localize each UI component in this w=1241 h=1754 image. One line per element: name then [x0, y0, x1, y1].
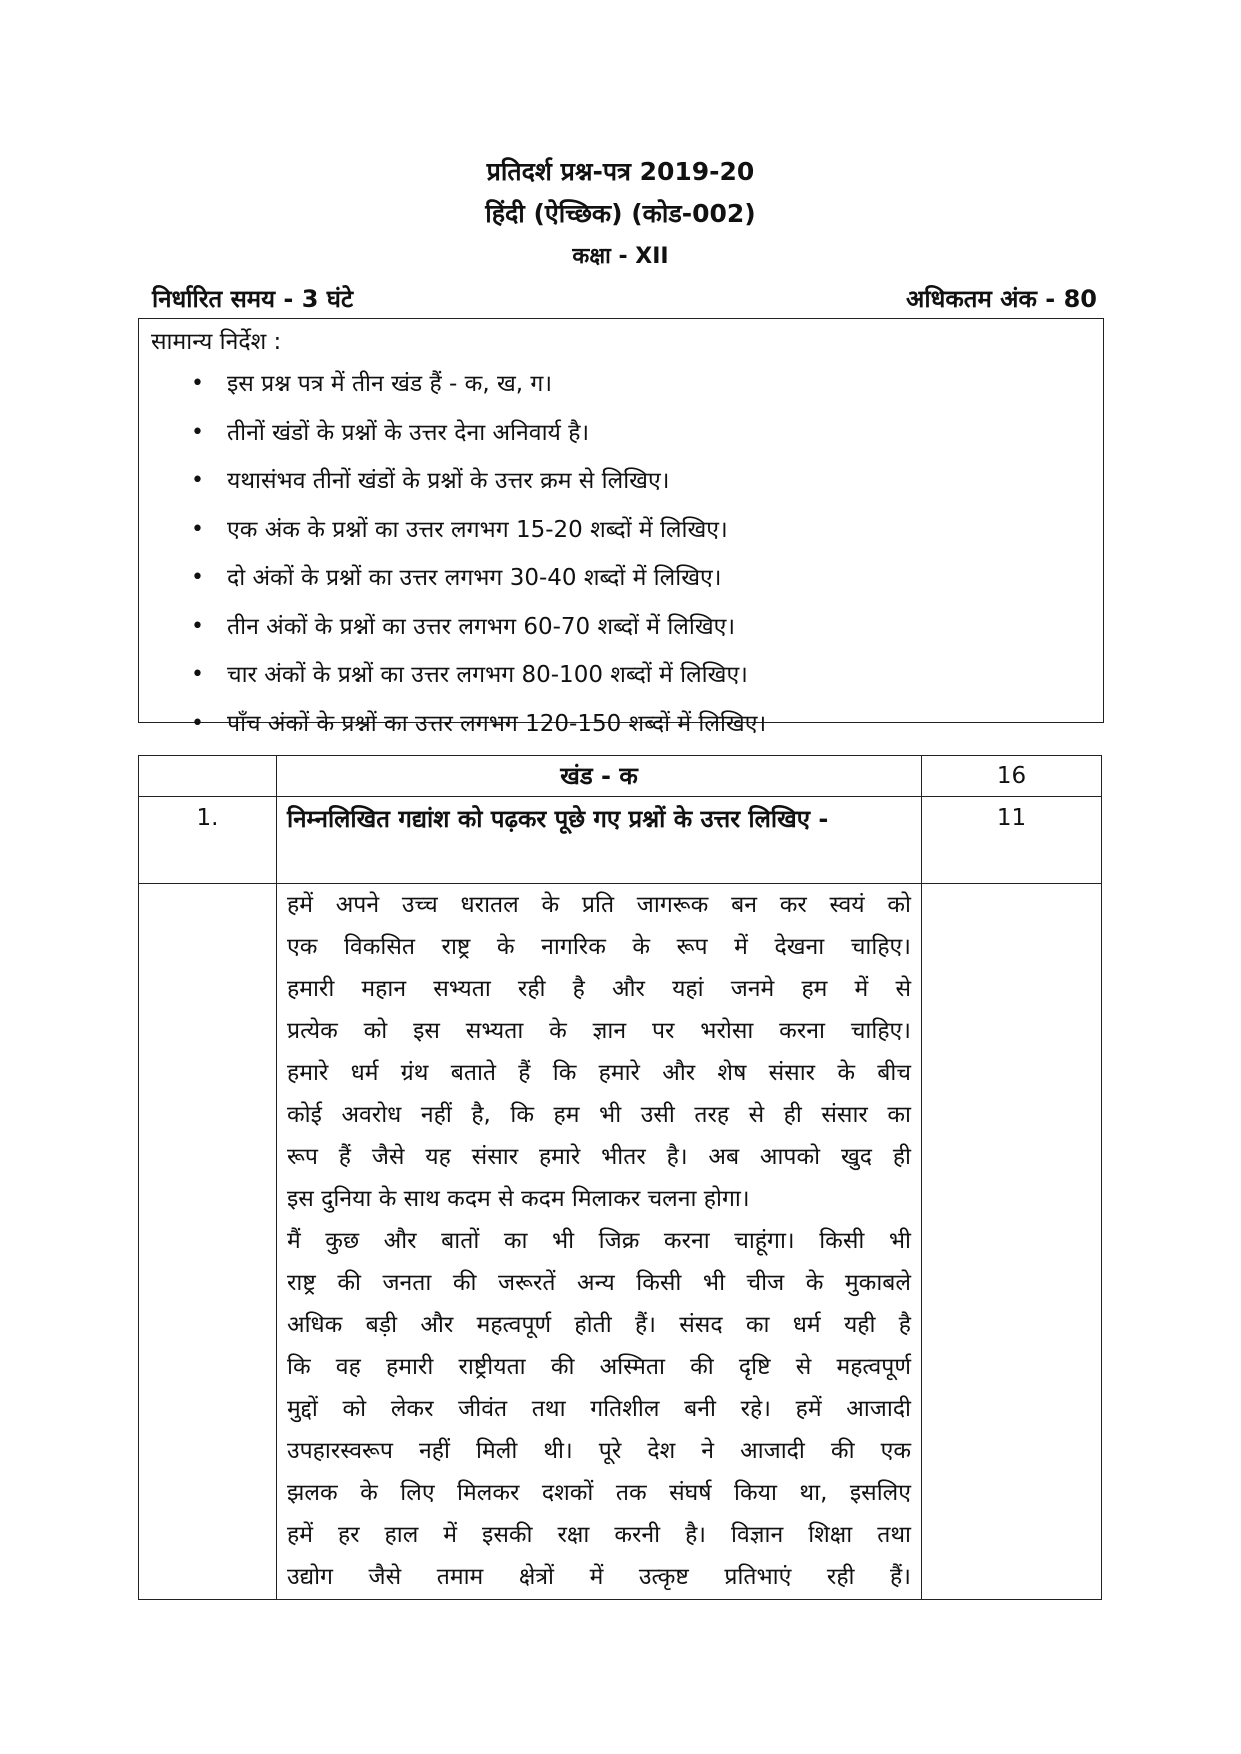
passage-line: हमारे धर्म ग्रंथ बताते हैं कि हमारे और शेष संसार के बीच: [287, 1060, 911, 1086]
passage-line: मुद्दों को लेकर जीवंत तथा गतिशील बनी रहे। हमें आजादी: [287, 1396, 911, 1422]
instruction-item: • यथासंभव तीनों खंडों के प्रश्नों के उत्तर क्रम से लिखिए।: [139, 464, 1103, 513]
general-instructions-box: [138, 318, 1104, 737]
passage-line: हमें अपने उच्च धरातल के प्रति जागरूक बन कर स्वयं को: [287, 892, 911, 918]
instruction-item: • एक अंक के प्रश्नों का उत्तर लगभग 15-20 शब्दों में लिखिए।: [139, 513, 1103, 562]
time-allowed: निर्धारित समय - 3 घंटे: [152, 285, 354, 313]
passage-line: प्रत्येक को इस सभ्यता के ज्ञान पर भरोसा करना चाहिए।: [287, 1018, 911, 1044]
passage-line: उपहारस्वरूप नहीं मिली थी। पूरे देश ने आजादी की एक: [287, 1438, 911, 1464]
passage-marks-cell: [922, 884, 1102, 1600]
instruction-item: • पाँच अंकों के प्रश्नों का उत्तर लगभग 120-150 शब्दों में लिखिए।: [139, 707, 1103, 756]
max-marks: अधिकतम अंक - 80: [906, 285, 1097, 313]
bullet-icon: •: [191, 565, 204, 590]
question-table: [138, 755, 1102, 1600]
class-label: कक्षा - XII: [572, 244, 669, 269]
passage-line: मैं कुछ और बातों का भी जिक्र करना चाहूंगा। किसी भी: [287, 1228, 911, 1254]
passage-number-cell: [139, 884, 277, 1600]
passage-row: [139, 884, 1102, 1600]
question-row: [139, 797, 1102, 884]
passage-text: [277, 884, 922, 1600]
passage-line: राष्ट्र की जनता की जरूरतें अन्य किसी भी चीज के मुकाबले: [287, 1270, 911, 1296]
section-title: खंड - क: [277, 756, 922, 797]
question-marks: 11: [922, 797, 1102, 884]
instruction-item: • तीन अंकों के प्रश्नों का उत्तर लगभग 60-70 शब्दों में लिखिए।: [139, 610, 1103, 659]
bullet-icon: •: [191, 662, 204, 687]
passage-line: उद्योग जैसे तमाम क्षेत्रों में उत्कृष्ट प्रतिभाएं रही हैं।: [287, 1564, 911, 1590]
instructions-list: [139, 367, 1103, 755]
bullet-icon: •: [191, 468, 204, 493]
instruction-item: • चार अंकों के प्रश्नों का उत्तर लगभग 80-100 शब्दों में लिखिए।: [139, 658, 1103, 707]
question-prompt: निम्नलिखित गद्यांश को पढ़कर पूछे गए प्रश्नों के उत्तर लिखिए -: [277, 797, 922, 884]
bullet-icon: •: [191, 516, 204, 542]
passage-line: हमें हर हाल में इसकी रक्षा करनी है। विज्ञान शिक्षा तथा: [287, 1522, 911, 1548]
instruction-item: • दो अंकों के प्रश्नों का उत्तर लगभग 30-40 शब्दों में लिखिए।: [139, 561, 1103, 610]
bullet-icon: •: [191, 710, 204, 736]
subject-title: हिंदी (ऐच्छिक) (कोड-002): [485, 199, 756, 228]
instructions-heading: सामान्य निर्देश :: [151, 329, 282, 355]
passage-line: रूप हैं जैसे यह संसार हमारे भीतर है। अब आपको खुद ही: [287, 1144, 911, 1170]
passage-line: झलक के लिए मिलकर दशकों तक संघर्ष किया था, इसलिए: [287, 1480, 911, 1506]
passage-line: हमारी महान सभ्यता रही है और यहां जनमे हम में से: [287, 976, 911, 1002]
passage-line: इस दुनिया के साथ कदम से कदम मिलाकर चलना होगा।: [287, 1186, 750, 1212]
paper-title: प्रतिदर्श प्रश्न-पत्र 2019-20: [486, 157, 755, 186]
bullet-icon: •: [191, 613, 204, 639]
question-number: 1.: [139, 797, 277, 884]
instruction-item: • तीनों खंडों के प्रश्नों के उत्तर देना अनिवार्य है।: [139, 416, 1103, 465]
passage-line: एक विकसित राष्ट्र के नागरिक के रूप में देखना चाहिए।: [287, 934, 911, 960]
bullet-icon: •: [191, 419, 204, 445]
section-number-cell: [139, 756, 277, 797]
section-marks: 16: [922, 756, 1102, 797]
section-row: [139, 756, 1102, 797]
instruction-item: • इस प्रश्न पत्र में तीन खंड हैं - क, ख, ग।: [139, 367, 1103, 416]
passage-line: कोई अवरोध नहीं है, कि हम भी उसी तरह से ही संसार का: [287, 1102, 911, 1128]
bullet-icon: •: [191, 371, 204, 396]
passage-line: कि वह हमारी राष्ट्रीयता की अस्मिता की दृष्टि से महत्वपूर्ण: [287, 1354, 911, 1380]
passage-line: अधिक बड़ी और महत्वपूर्ण होती हैं। संसद का धर्म यही है: [287, 1312, 911, 1338]
